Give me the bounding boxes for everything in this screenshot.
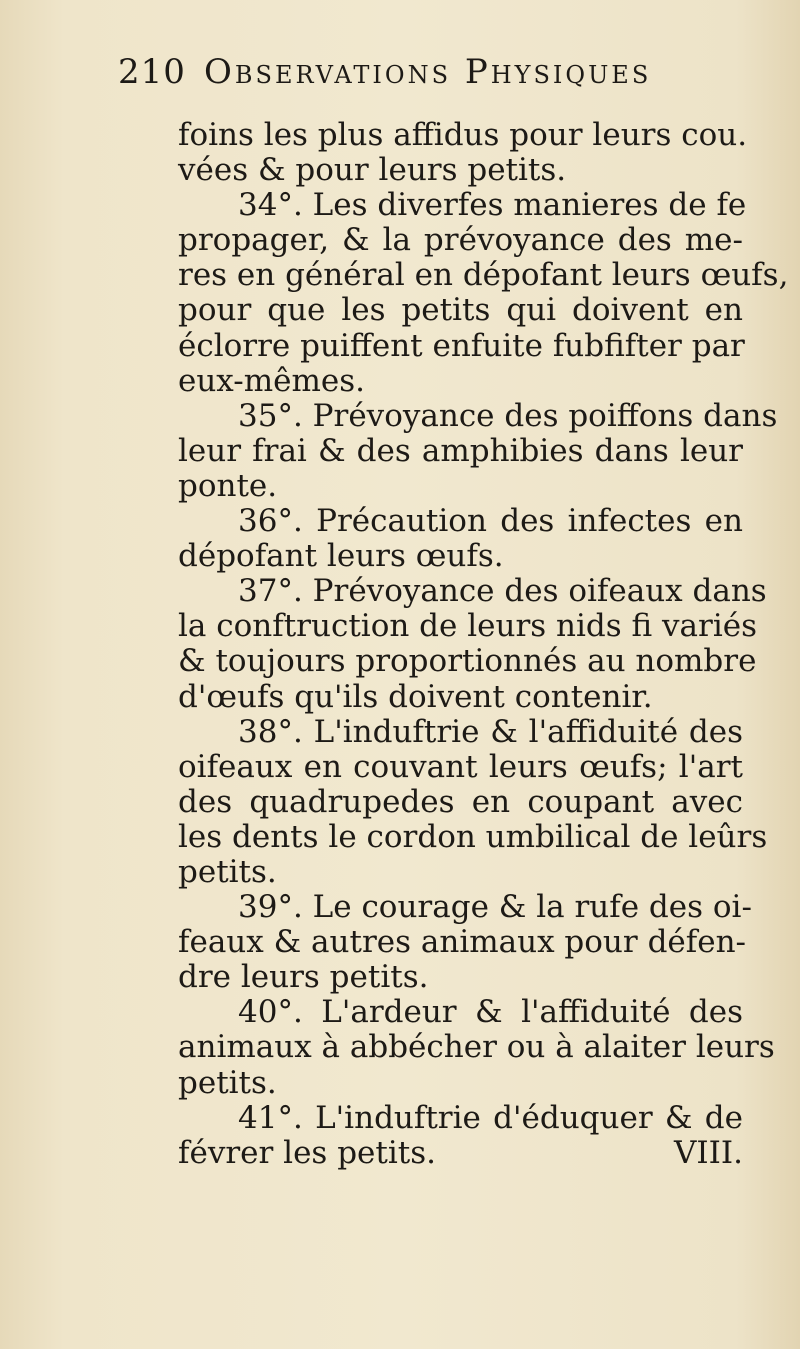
text-line: ponte. — [178, 467, 278, 504]
text-line: & toujours proportionnés au nombre — [178, 643, 757, 680]
text-line: petits. — [178, 853, 277, 890]
text-line: leur frai & des amphibies dans leur — [178, 432, 743, 469]
text-line: foins les plus affidus pour leurs cou. — [178, 117, 748, 153]
text-line: la conftruction de leurs nids fi variés — [178, 608, 758, 645]
text-line: propager, & la prévoyance des me- — [178, 222, 743, 259]
text-line: 34°. Les diverfes manieres de fe — [238, 187, 747, 224]
running-title: Observations Physiques — [204, 52, 652, 92]
text-line: 38°. L'induftrie & l'affiduité des — [238, 713, 743, 750]
text-line: vées & pour leurs petits. — [178, 152, 567, 189]
text-line: févrer les petits. — [178, 1134, 436, 1171]
text-line: petits. — [178, 1064, 277, 1101]
text-line: animaux à abbécher ou à alaiter leurs — [178, 1029, 775, 1066]
text-line: 40°. L'ardeur & l'affiduité des — [238, 994, 743, 1031]
body-text — [178, 117, 789, 1171]
page-number: 210 — [118, 52, 186, 92]
text-line: res en général en dépofant leurs œufs, — [178, 257, 789, 294]
text-line: feaux & autres animaux pour défen- — [178, 924, 747, 961]
text-line: pour que les petits qui doivent en — [178, 292, 743, 329]
text-line: 41°. L'induftrie d'éduquer & de — [238, 1099, 743, 1136]
last-line — [178, 1136, 743, 1171]
text-line: d'œufs qu'ils doivent contenir. — [178, 678, 653, 715]
page-header — [118, 52, 718, 102]
text-line: 35°. Prévoyance des poiffons dans — [238, 397, 778, 434]
text-line: eux-mêmes. — [178, 362, 365, 399]
text-line: dépofant leurs œufs. — [178, 538, 504, 575]
catchword: VIII. — [674, 1134, 743, 1171]
text-line: éclorre puiffent enfuite fubfifter par — [178, 327, 745, 364]
text-line: les dents le cordon umbilical de leûrs — [178, 818, 768, 855]
text-line: dre leurs petits. — [178, 959, 429, 996]
text-line: oifeaux en couvant leurs œufs; l'art — [178, 748, 743, 785]
text-line: des quadrupedes en coupant avec — [178, 783, 743, 820]
text-line: 39°. Le courage & la rufe des oi- — [238, 889, 752, 926]
text-line: 36°. Précaution des infectes en — [238, 503, 743, 540]
text-line: 37°. Prévoyance des oifeaux dans — [238, 573, 767, 610]
